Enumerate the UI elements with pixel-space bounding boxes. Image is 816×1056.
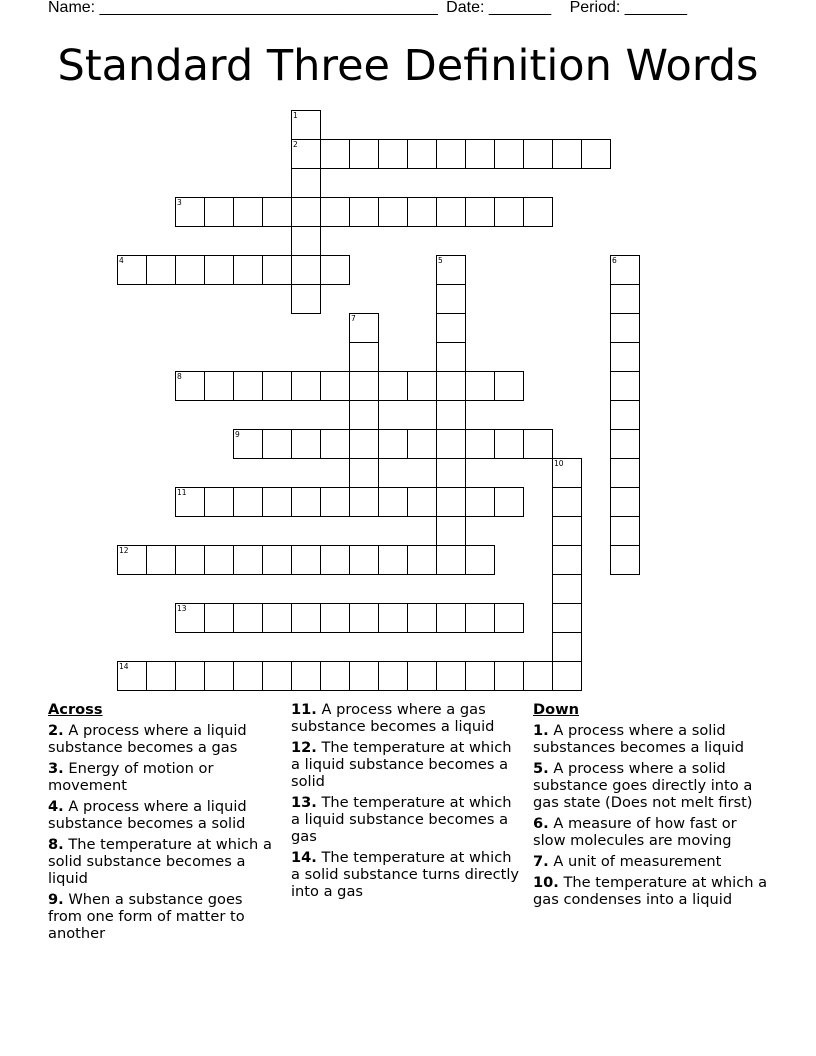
crossword-cell[interactable] (233, 603, 263, 633)
clue-number: 6. (533, 815, 549, 832)
clue-number: 7. (533, 853, 549, 870)
cell-number: 12 (119, 546, 129, 555)
clue-number: 9. (48, 891, 64, 908)
across-clues-continued (291, 701, 523, 904)
crossword-cell[interactable] (262, 545, 292, 575)
crossword-cell[interactable] (610, 516, 640, 546)
crossword-cell[interactable] (436, 458, 466, 488)
crossword-cell[interactable] (291, 110, 321, 140)
crossword-cell[interactable] (436, 545, 466, 575)
crossword-cell[interactable] (436, 313, 466, 343)
crossword-cell[interactable] (291, 226, 321, 256)
crossword-cell[interactable] (465, 371, 495, 401)
crossword-cell[interactable] (146, 545, 176, 575)
clue-text: A process where a liquid substance becomes a solid (48, 798, 247, 832)
clue-number: 4. (48, 798, 64, 815)
cell-number: 3 (177, 198, 182, 207)
crossword-cell[interactable] (494, 487, 524, 517)
crossword-cell[interactable] (494, 603, 524, 633)
clue-across-9 (48, 891, 273, 942)
clue-text: When a substance goes from one form of matter to another (48, 891, 245, 942)
crossword-cell[interactable] (407, 603, 437, 633)
crossword-cell[interactable] (320, 603, 350, 633)
crossword-cell[interactable] (436, 429, 466, 459)
crossword-cell[interactable] (175, 197, 205, 227)
crossword-cell[interactable] (349, 603, 379, 633)
crossword-cell[interactable] (320, 661, 350, 691)
cell-number: 10 (554, 459, 564, 468)
crossword-cell[interactable] (523, 661, 553, 691)
cell-number: 4 (119, 256, 124, 265)
crossword-cell[interactable] (552, 458, 582, 488)
cell-number: 11 (177, 488, 187, 497)
page-title: Standard Three Definition Words (57, 41, 759, 91)
crossword-cell[interactable] (233, 371, 263, 401)
clue-text: The temperature at which a liquid substance becomes a gas (291, 794, 512, 845)
clue-number: 11. (291, 701, 317, 718)
crossword-cell[interactable] (262, 371, 292, 401)
crossword-cell[interactable] (262, 661, 292, 691)
crossword-cell[interactable] (349, 400, 379, 430)
clue-text: A process where a liquid substance becomes a gas (48, 722, 247, 756)
crossword-cell[interactable] (378, 197, 408, 227)
cell-number: 2 (293, 140, 298, 149)
crossword-cell[interactable] (320, 255, 350, 285)
crossword-cell[interactable] (436, 342, 466, 372)
crossword-cell[interactable] (610, 487, 640, 517)
crossword-cell[interactable] (552, 516, 582, 546)
crossword-cell[interactable] (349, 661, 379, 691)
crossword-cell[interactable] (146, 255, 176, 285)
crossword-cell[interactable] (610, 284, 640, 314)
crossword-cell[interactable] (494, 197, 524, 227)
crossword-cell[interactable] (610, 400, 640, 430)
clue-across-2 (48, 722, 273, 756)
crossword-cell[interactable] (552, 139, 582, 169)
clue-text: A unit of measurement (553, 853, 722, 870)
crossword-cell[interactable] (204, 197, 234, 227)
clue-text: The temperature at which a liquid substance becomes a solid (291, 739, 512, 790)
crossword-cell[interactable] (291, 371, 321, 401)
clue-across-8 (48, 836, 273, 887)
crossword-cell[interactable] (378, 139, 408, 169)
down-heading: Down (533, 701, 580, 718)
clue-number: 14. (291, 849, 317, 866)
clue-down-1 (533, 722, 771, 756)
crossword-cell[interactable] (552, 661, 582, 691)
cell-number: 5 (438, 256, 443, 265)
crossword-cell[interactable] (465, 603, 495, 633)
crossword-cell[interactable] (320, 139, 350, 169)
clue-number: 12. (291, 739, 317, 756)
cell-number: 6 (612, 256, 617, 265)
crossword-cell[interactable] (146, 661, 176, 691)
crossword-cell[interactable] (581, 139, 611, 169)
crossword-cell[interactable] (523, 197, 553, 227)
crossword-cell[interactable] (262, 603, 292, 633)
crossword-cell[interactable] (117, 255, 147, 285)
clue-text: A process where a solid substances becomes a liquid (533, 722, 745, 756)
crossword-cell[interactable] (610, 545, 640, 575)
crossword-cell[interactable] (175, 603, 205, 633)
crossword-cell[interactable] (523, 139, 553, 169)
across-heading: Across (48, 701, 103, 718)
date-field[interactable]: Date: _______ (446, 0, 552, 16)
crossword-cell[interactable] (262, 255, 292, 285)
clue-number: 8. (48, 836, 64, 853)
crossword-cell[interactable] (436, 255, 466, 285)
crossword-cell[interactable] (175, 545, 205, 575)
crossword-cell[interactable] (204, 255, 234, 285)
crossword-cell[interactable] (204, 371, 234, 401)
crossword-cell[interactable] (436, 487, 466, 517)
crossword-cell[interactable] (291, 487, 321, 517)
crossword-cell[interactable] (204, 603, 234, 633)
crossword-cell[interactable] (233, 197, 263, 227)
crossword-cell[interactable] (291, 168, 321, 198)
crossword-cell[interactable] (204, 487, 234, 517)
across-clues (48, 701, 273, 946)
clue-across-14 (291, 849, 523, 900)
crossword-cell[interactable] (465, 661, 495, 691)
crossword-cell[interactable] (465, 545, 495, 575)
clue-across-3 (48, 760, 273, 794)
crossword-cell[interactable] (436, 284, 466, 314)
crossword-cell[interactable] (349, 545, 379, 575)
crossword-cell[interactable] (233, 487, 263, 517)
crossword-cell[interactable] (436, 400, 466, 430)
crossword-cell[interactable] (552, 603, 582, 633)
clue-number: 13. (291, 794, 317, 811)
crossword-cell[interactable] (262, 487, 292, 517)
clue-down-5 (533, 760, 771, 811)
cell-number: 14 (119, 662, 129, 671)
crossword-cell[interactable] (552, 574, 582, 604)
clue-down-7 (533, 853, 771, 870)
crossword-cell[interactable] (407, 661, 437, 691)
crossword-cell[interactable] (436, 603, 466, 633)
crossword-cell[interactable] (204, 545, 234, 575)
crossword-cell[interactable] (349, 313, 379, 343)
crossword-cell[interactable] (523, 429, 553, 459)
cell-number: 1 (293, 111, 298, 120)
crossword-cell[interactable] (552, 487, 582, 517)
clue-across-13 (291, 794, 523, 845)
crossword-cell[interactable] (349, 342, 379, 372)
clue-text: A process where a solid substance goes directly into a gas state (Does not melt first) (533, 760, 753, 811)
crossword-cell[interactable] (233, 429, 263, 459)
crossword-cell[interactable] (291, 661, 321, 691)
crossword-cell[interactable] (320, 487, 350, 517)
crossword-cell[interactable] (465, 487, 495, 517)
crossword-cell[interactable] (610, 458, 640, 488)
crossword-cell[interactable] (378, 371, 408, 401)
crossword-cell[interactable] (175, 255, 205, 285)
crossword-cell[interactable] (349, 371, 379, 401)
crossword-cell[interactable] (320, 371, 350, 401)
name-field[interactable]: Name: ______________________________________ (48, 0, 438, 16)
crossword-cell[interactable] (552, 632, 582, 662)
crossword-cell[interactable] (610, 429, 640, 459)
clue-number: 3. (48, 760, 64, 777)
clue-number: 2. (48, 722, 64, 739)
crossword-cell[interactable] (436, 371, 466, 401)
crossword-cell[interactable] (117, 545, 147, 575)
crossword-cell[interactable] (378, 661, 408, 691)
clue-down-10 (533, 874, 771, 908)
crossword-cell[interactable] (320, 429, 350, 459)
clue-across-12 (291, 739, 523, 790)
crossword-cell[interactable] (233, 255, 263, 285)
down-clues (533, 701, 771, 912)
crossword-cell[interactable] (349, 458, 379, 488)
clue-text: The temperature at which a solid substance turns directly into a gas (291, 849, 520, 900)
cell-number: 7 (351, 314, 356, 323)
crossword-cell[interactable] (117, 661, 147, 691)
crossword-cell[interactable] (262, 197, 292, 227)
crossword-cell[interactable] (436, 139, 466, 169)
clue-text: The temperature at which a solid substance becomes a liquid (48, 836, 272, 887)
crossword-cell[interactable] (175, 661, 205, 691)
cell-number: 8 (177, 372, 182, 381)
clue-number: 5. (533, 760, 549, 777)
crossword-cell[interactable] (494, 139, 524, 169)
crossword-cell[interactable] (320, 545, 350, 575)
crossword-cell[interactable] (175, 371, 205, 401)
cell-number: 13 (177, 604, 187, 613)
crossword-cell[interactable] (291, 545, 321, 575)
clue-across-11 (291, 701, 523, 735)
crossword-cell[interactable] (552, 545, 582, 575)
crossword-cell[interactable] (494, 661, 524, 691)
crossword-cell[interactable] (610, 371, 640, 401)
clue-text: The temperature at which a gas condenses into a liquid (533, 874, 768, 908)
clue-text: A measure of how fast or slow molecules are moving (533, 815, 737, 849)
crossword-cell[interactable] (436, 516, 466, 546)
crossword-cell[interactable] (407, 197, 437, 227)
crossword-cell[interactable] (610, 255, 640, 285)
crossword-cell[interactable] (204, 661, 234, 691)
crossword-cell[interactable] (320, 197, 350, 227)
clue-number: 1. (533, 722, 549, 739)
crossword-cell[interactable] (407, 139, 437, 169)
crossword-cell[interactable] (494, 371, 524, 401)
crossword-cell[interactable] (291, 429, 321, 459)
crossword-cell[interactable] (262, 429, 292, 459)
crossword-cell[interactable] (407, 429, 437, 459)
crossword-cell[interactable] (465, 429, 495, 459)
clue-number: 10. (533, 874, 559, 891)
crossword-cell[interactable] (436, 197, 466, 227)
crossword-cell[interactable] (291, 284, 321, 314)
crossword-cell[interactable] (291, 197, 321, 227)
crossword-cell[interactable] (407, 545, 437, 575)
crossword-cell[interactable] (349, 197, 379, 227)
period-field[interactable]: Period: _______ (569, 0, 688, 16)
crossword-cell[interactable] (349, 139, 379, 169)
crossword-cell[interactable] (407, 487, 437, 517)
crossword-cell[interactable] (175, 487, 205, 517)
crossword-cell[interactable] (378, 429, 408, 459)
crossword-cell[interactable] (436, 661, 466, 691)
crossword-cell[interactable] (291, 255, 321, 285)
crossword-cell[interactable] (465, 139, 495, 169)
crossword-cell[interactable] (349, 487, 379, 517)
crossword-cell[interactable] (291, 603, 321, 633)
crossword-cell[interactable] (610, 342, 640, 372)
crossword-cell[interactable] (233, 545, 263, 575)
header-fields (48, 0, 768, 18)
crossword-cell[interactable] (233, 661, 263, 691)
crossword-cell[interactable] (494, 429, 524, 459)
crossword-cell[interactable] (610, 313, 640, 343)
crossword-cell[interactable] (378, 545, 408, 575)
crossword-cell[interactable] (407, 371, 437, 401)
crossword-cell[interactable] (291, 139, 321, 169)
clue-text: Energy of motion or movement (48, 760, 214, 794)
clue-across-4 (48, 798, 273, 832)
clue-text: A process where a gas substance becomes a liquid (291, 701, 495, 735)
crossword-cell[interactable] (465, 197, 495, 227)
cell-number: 9 (235, 430, 240, 439)
crossword-cell[interactable] (349, 429, 379, 459)
crossword-cell[interactable] (378, 603, 408, 633)
crossword-cell[interactable] (378, 487, 408, 517)
clue-down-6 (533, 815, 771, 849)
